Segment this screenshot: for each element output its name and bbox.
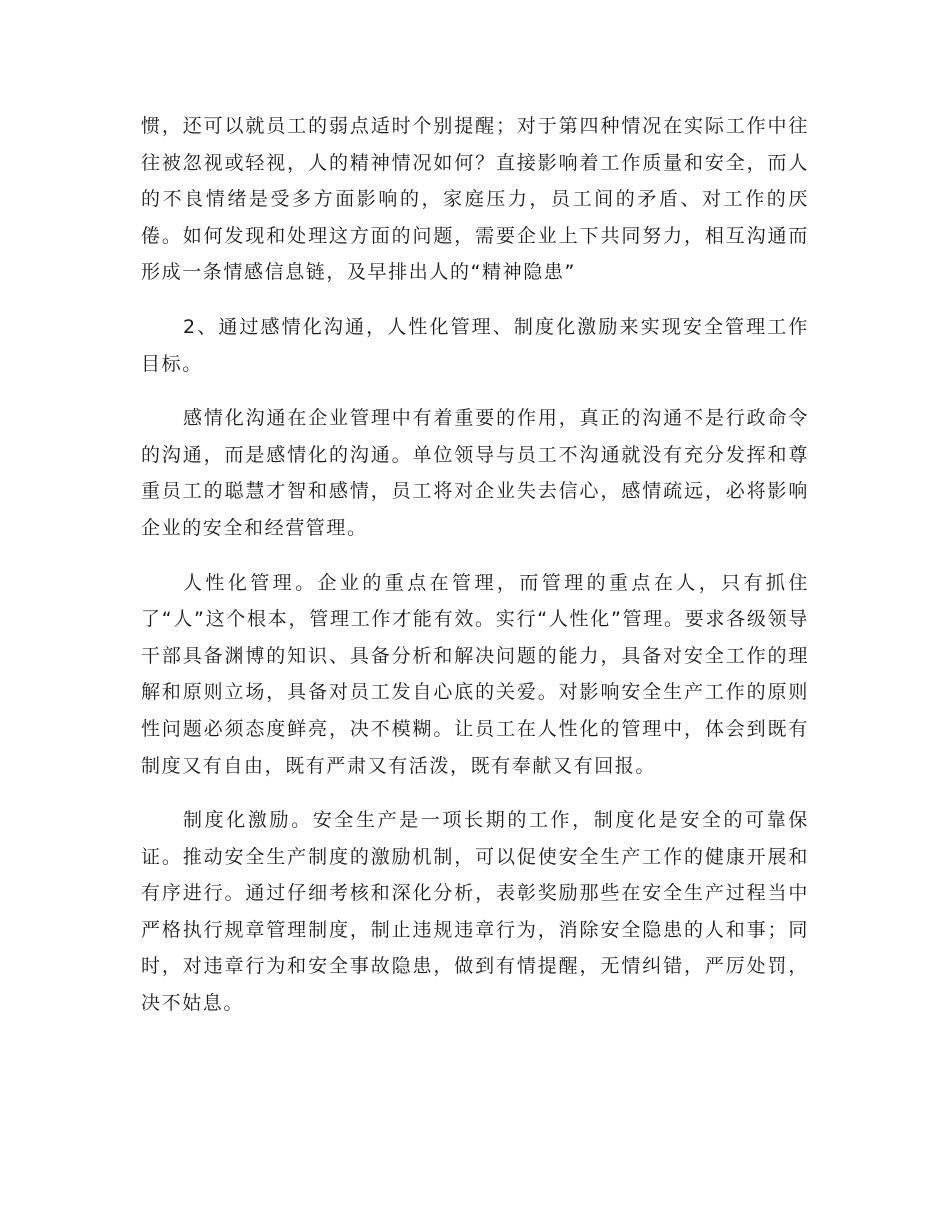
document-body	[141, 108, 809, 1040]
paragraph-humanized-management: 人性化管理。企业的重点在管理，而管理的重点在人，只有抓住了“人”这个根本，管理工作才能有效。实行“人性化”管理。要求各级领导干部具备渊博的知识、具备分析和解决问题的能力，具备对安全工作的理解和原则立场，具备对员工发自心底的关爱。对影响安全生产工作的原则性问题必须态度鲜亮，决不模糊。让员工在人性化的管理中，体会到既有制度又有自由，既有严肃又有活泼，既有奉献又有回报。	[141, 571, 809, 777]
paragraph-emotional-communication: 感情化沟通在企业管理中有着重要的作用，真正的沟通不是行政命令的沟通，而是感情化的沟通。单位领导与员工不沟通就没有充分发挥和尊重员工的聪慧才智和感情，员工将对企业失去信心，感情疏远，必将影响企业的安全和经营管理。	[141, 407, 809, 539]
paragraph-continuation: 惯，还可以就员工的弱点适时个别提醒；对于第四种情况在实际工作中往往被忽视或轻视，人的精神情况如何？直接影响着工作质量和安全，而人的不良情绪是受多方面影响的，家庭压力，员工间的矛盾、对工作的厌倦。如何发现和处理这方面的问题，需要企业上下共同努力，相互沟通而形成一条情感信息链，及早排出人的“精神隐患”	[141, 115, 809, 284]
paragraph-institutional-incentive: 制度化激励。安全生产是一项长期的工作，制度化是安全的可靠保证。推动安全生产制度的激励机制，可以促使安全生产工作的健康开展和有序进行。通过仔细考核和深化分析，表彰奖励那些在安全生产过程当中严格执行规章管理制度，制止违规违章行为，消除安全隐患的人和事；同时，对违章行为和安全事故隐患，做到有情提醒，无情纠错，严厉处罚，决不姑息。	[141, 809, 809, 1015]
paragraph-section-heading: 2、通过感情化沟通，人性化管理、制度化激励来实现安全管理工作目标。	[141, 315, 809, 375]
